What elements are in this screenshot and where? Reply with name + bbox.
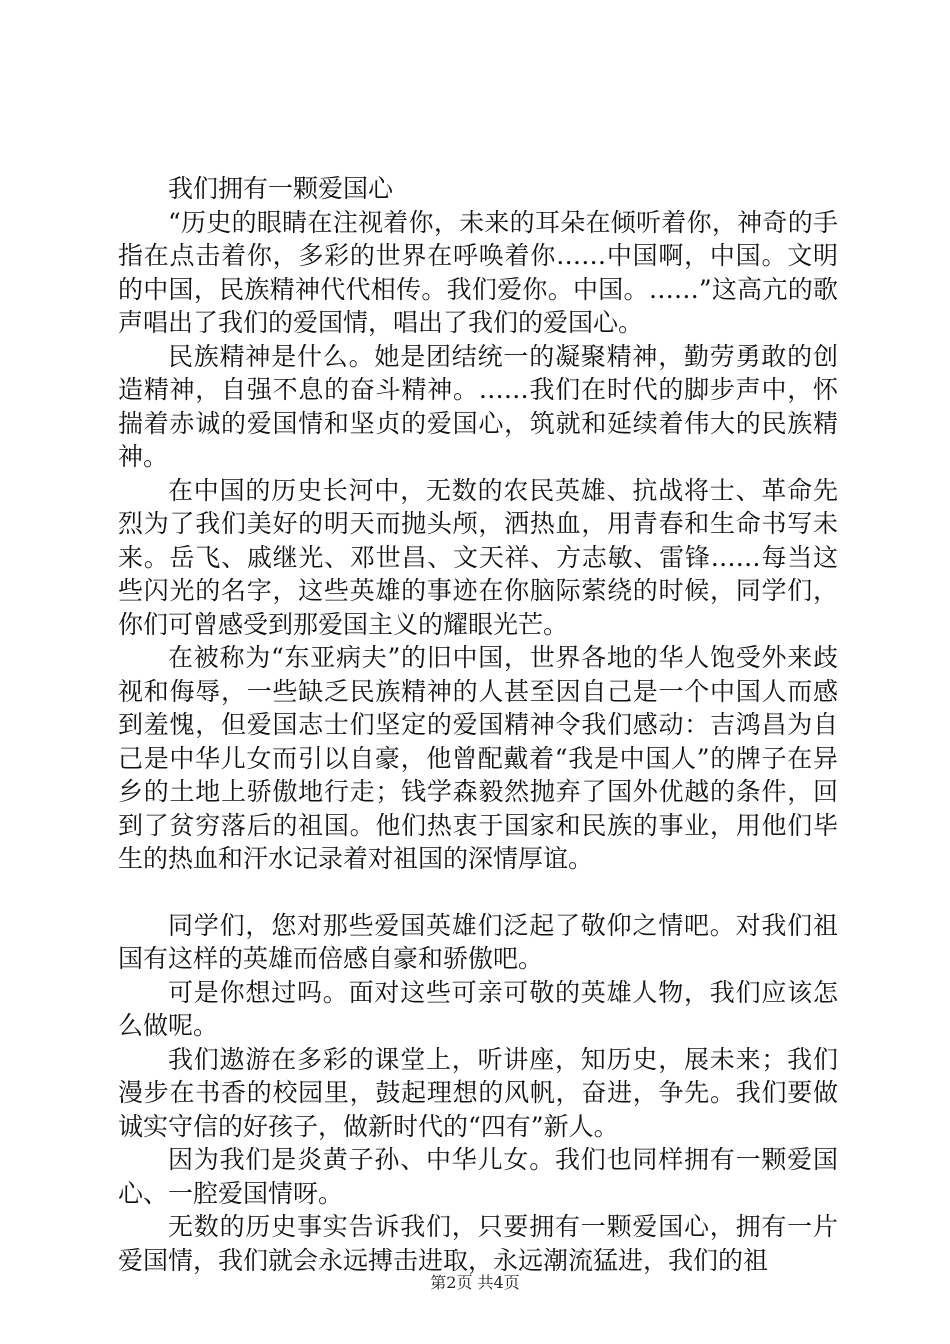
document-body bbox=[118, 172, 838, 1277]
paragraph-3: 在中国的历史长河中，无数的农民英雄、抗战将士、革命先烈为了我们美好的明天而抛头颅，洒热血，用青春和生命书写未来。岳飞、戚继光、邓世昌、文天祥、方志敏、雷锋……每当这些闪光的名字，这些英雄的事迹在你脑际萦绕的时候，同学们，你们可曾感受到那爱国主义的耀眼光芒。 bbox=[118, 475, 838, 639]
page-footer: 第2页 共4页 bbox=[430, 1273, 520, 1292]
paragraph-1: “历史的眼睛在注视着你，未来的耳朵在倾听着你，神奇的手指在点击着你，多彩的世界在呼唤着你……中国啊，中国。文明的中国，民族精神代代相传。我们爱你。中国。……”这高亢的歌声唱出了我们的爱国情，唱出了我们的爱国心。 bbox=[118, 207, 838, 337]
paragraph-4: 在被称为“东亚病夫”的旧中国，世界各地的华人饱受外来歧视和侮辱，一些缺乏民族精神的人甚至因自己是一个中国人而感到羞愧，但爱国志士们坚定的爱国精神令我们感动：吉鸿昌为自己是中华儿女而引以自豪，他曾配戴着“我是中国人”的牌子在异乡的土地上骄傲地行走；钱学森毅然抛弃了国外优越的条件，回到了贫穷落后的祖国。他们热衷于国家和民族的事业，用他们毕生的热血和汗水记录着对祖国的深情厚谊。 bbox=[118, 643, 838, 873]
paragraph-5: 同学们，您对那些爱国英雄们泛起了敬仰之情吧。对我们祖国有这样的英雄而倍感自豪和骄傲吧。 bbox=[118, 910, 838, 973]
paragraph-7: 我们遨游在多彩的课堂上，听讲座，知历史，展未来；我们漫步在书香的校园里，鼓起理想的风帆，奋进，争先。我们要做诚实守信的好孩子，做新时代的“四有”新人。 bbox=[118, 1044, 838, 1141]
document-title: 我们拥有一颗爱国心 bbox=[168, 174, 394, 203]
paragraph-9: 无数的历史事实告诉我们，只要拥有一颗爱国心，拥有一片爱国情，我们就会永远搏击进取，永远潮流猛进，我们的祖 bbox=[118, 1212, 838, 1275]
paragraph-6: 可是你想过吗。面对这些可亲可敬的英雄人物，我们应该怎么做呢。 bbox=[118, 977, 838, 1040]
paragraph-8: 因为我们是炎黄子孙、中华儿女。我们也同样拥有一颗爱国心、一腔爱国情呀。 bbox=[118, 1145, 838, 1208]
paragraph-2: 民族精神是什么。她是团结统一的凝聚精神，勤劳勇敢的创造精神，自强不息的奋斗精神。……我们在时代的脚步声中，怀揣着赤诚的爱国情和坚贞的爱国心，筑就和延续着伟大的民族精神。 bbox=[118, 341, 838, 471]
